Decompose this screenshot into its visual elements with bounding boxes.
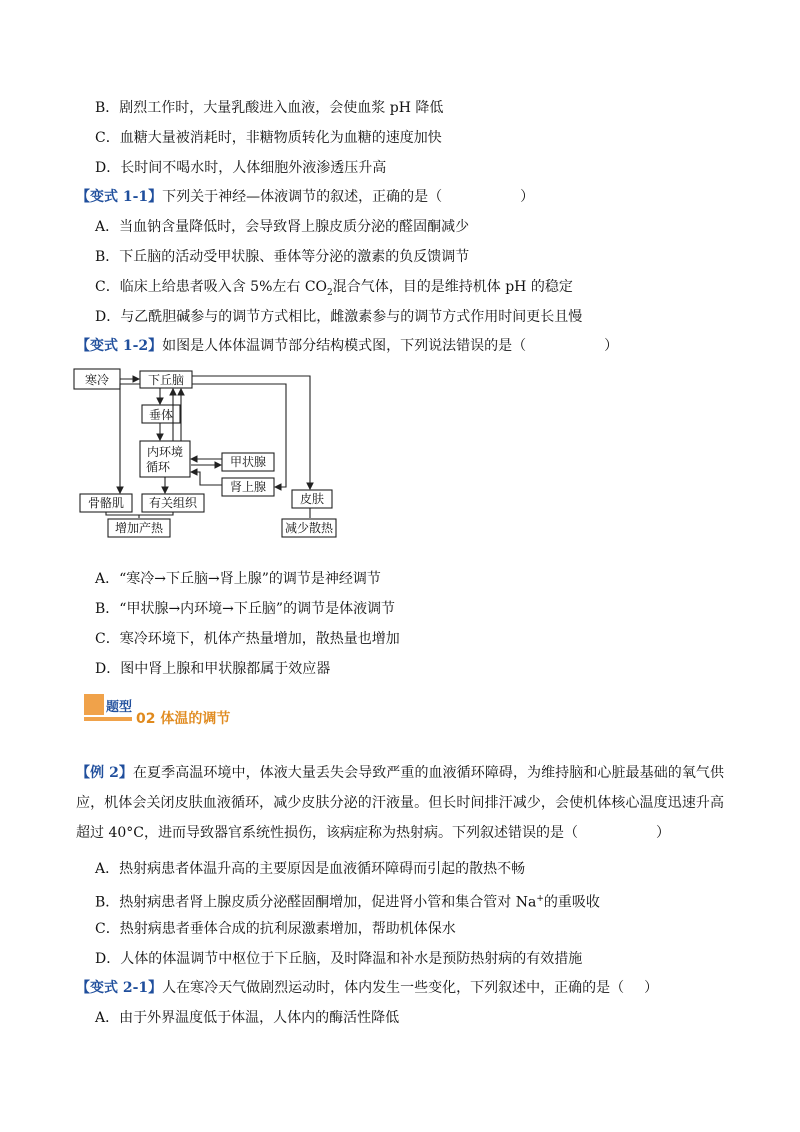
option-a: A．由于外界温度低于体温，人体内的酶活性降低 [95, 1010, 400, 1026]
question-paren: ） [520, 189, 535, 205]
question-tag: 【变式 1-2】 [76, 338, 163, 354]
question-v21-stem [76, 978, 658, 998]
label-hypothalamus: 下丘脑 [147, 373, 185, 387]
question-paren: ） [655, 825, 670, 841]
question-v11-stem [76, 187, 534, 207]
option-b: B．下丘脑的活动受甲状腺、垂体等分泌的激素的负反馈调节 [95, 249, 470, 265]
option-text: 的重吸收 [543, 894, 600, 911]
option-d: D．长时间不喝水时，人体细胞外液渗透压升高 [95, 160, 387, 176]
option-a: A．“寒冷→下丘脑→肾上腺”的调节是神经调节 [95, 571, 381, 587]
question-ex2-stem [76, 758, 724, 848]
label-cold: 寒冷 [84, 373, 110, 387]
option-text: 混合气体，目的是维持机体 pH 的稳定 [332, 279, 573, 295]
label-tissue: 有关组织 [148, 496, 198, 510]
superscript: + [536, 894, 544, 904]
section-label: 题型 [106, 700, 133, 715]
question-tag: 【变式 2-1】 [76, 980, 163, 996]
option-c: C．寒冷环境下，机体产热量增加，散热量也增加 [95, 631, 400, 647]
question-tag: 【例 2】 [76, 765, 133, 781]
label-skin: 皮肤 [299, 492, 325, 506]
label-internal-env: 内环境 [146, 445, 184, 459]
option-a: A．热射病患者体温升高的主要原因是血液循环障碍而引起的散热不畅 [95, 861, 526, 877]
question-text: 在夏季高温环境中，体液大量丢失会导致严重的血液循环障碍，为维持脑和心脏最基础的氧气供应，机体会关闭皮肤血液循环，减少皮肤分泌的汗液量。但长时间排汗减少，会使机体核心温度迅速升高超过 40°C，进而导致器官系统性损伤，该病症称为热射病。下列叙述错误的是（ [76, 765, 724, 841]
option-c: C．血糖大量被消耗时，非糖物质转化为血糖的速度加快 [95, 130, 442, 146]
label-heat-up: 增加产热 [114, 521, 164, 535]
section-header [84, 694, 384, 730]
option-b [95, 889, 600, 913]
label-circulation: 循环 [145, 460, 171, 474]
option-text: C．临床上给患者吸入含 5%左右 CO [95, 279, 328, 295]
question-paren: ） [604, 338, 619, 354]
label-thyroid: 甲状腺 [229, 455, 267, 469]
option-d: D．人体的体温调节中枢位于下丘脑，及时降温和补水是预防热射病的有效措施 [95, 951, 583, 967]
question-text: 人在寒冷天气做剧烈运动时，体内发生一些变化，下列叙述中，正确的是（ [162, 980, 625, 996]
subscript: 2 [327, 287, 333, 298]
question-text: 如图是人体体温调节部分结构模式图，下列说法错误的是（ [162, 338, 527, 354]
section-icon [84, 694, 104, 715]
option-b: B．剧烈工作时，大量乳酸进入血液，会使血浆 pH 降低 [95, 100, 444, 116]
option-c: C．热射病患者垂体合成的抗利尿激素增加，帮助机体保水 [95, 921, 456, 937]
thermoregulation-diagram [70, 364, 360, 544]
option-c [95, 277, 573, 303]
label-adrenal: 肾上腺 [229, 480, 267, 494]
question-text: 下列关于神经—体液调节的叙述，正确的是（ [162, 189, 443, 205]
question-paren: ） [644, 980, 659, 996]
option-d: D．图中肾上腺和甲状腺都属于效应器 [95, 661, 331, 677]
label-heat-down: 减少散热 [284, 521, 334, 535]
question-tag: 【变式 1-1】 [76, 189, 163, 205]
label-muscle: 骨骼肌 [87, 496, 125, 510]
option-a: A．当血钠含量降低时，会导致肾上腺皮质分泌的醛固酮减少 [95, 219, 470, 235]
option-b: B．“甲状腺→内环境→下丘脑”的调节是体液调节 [95, 601, 396, 617]
question-v12-stem [76, 336, 618, 356]
option-text: B．热射病患者肾上腺皮质分泌醛固酮增加，促进肾小管和集合管对 Na [95, 894, 537, 911]
section-underline [84, 717, 132, 721]
section-title: 02 体温的调节 [136, 711, 231, 727]
option-d: D．与乙酰胆碱参与的调节方式相比，雌激素参与的调节方式作用时间更长且慢 [95, 309, 583, 325]
label-pituitary: 垂体 [148, 408, 174, 422]
